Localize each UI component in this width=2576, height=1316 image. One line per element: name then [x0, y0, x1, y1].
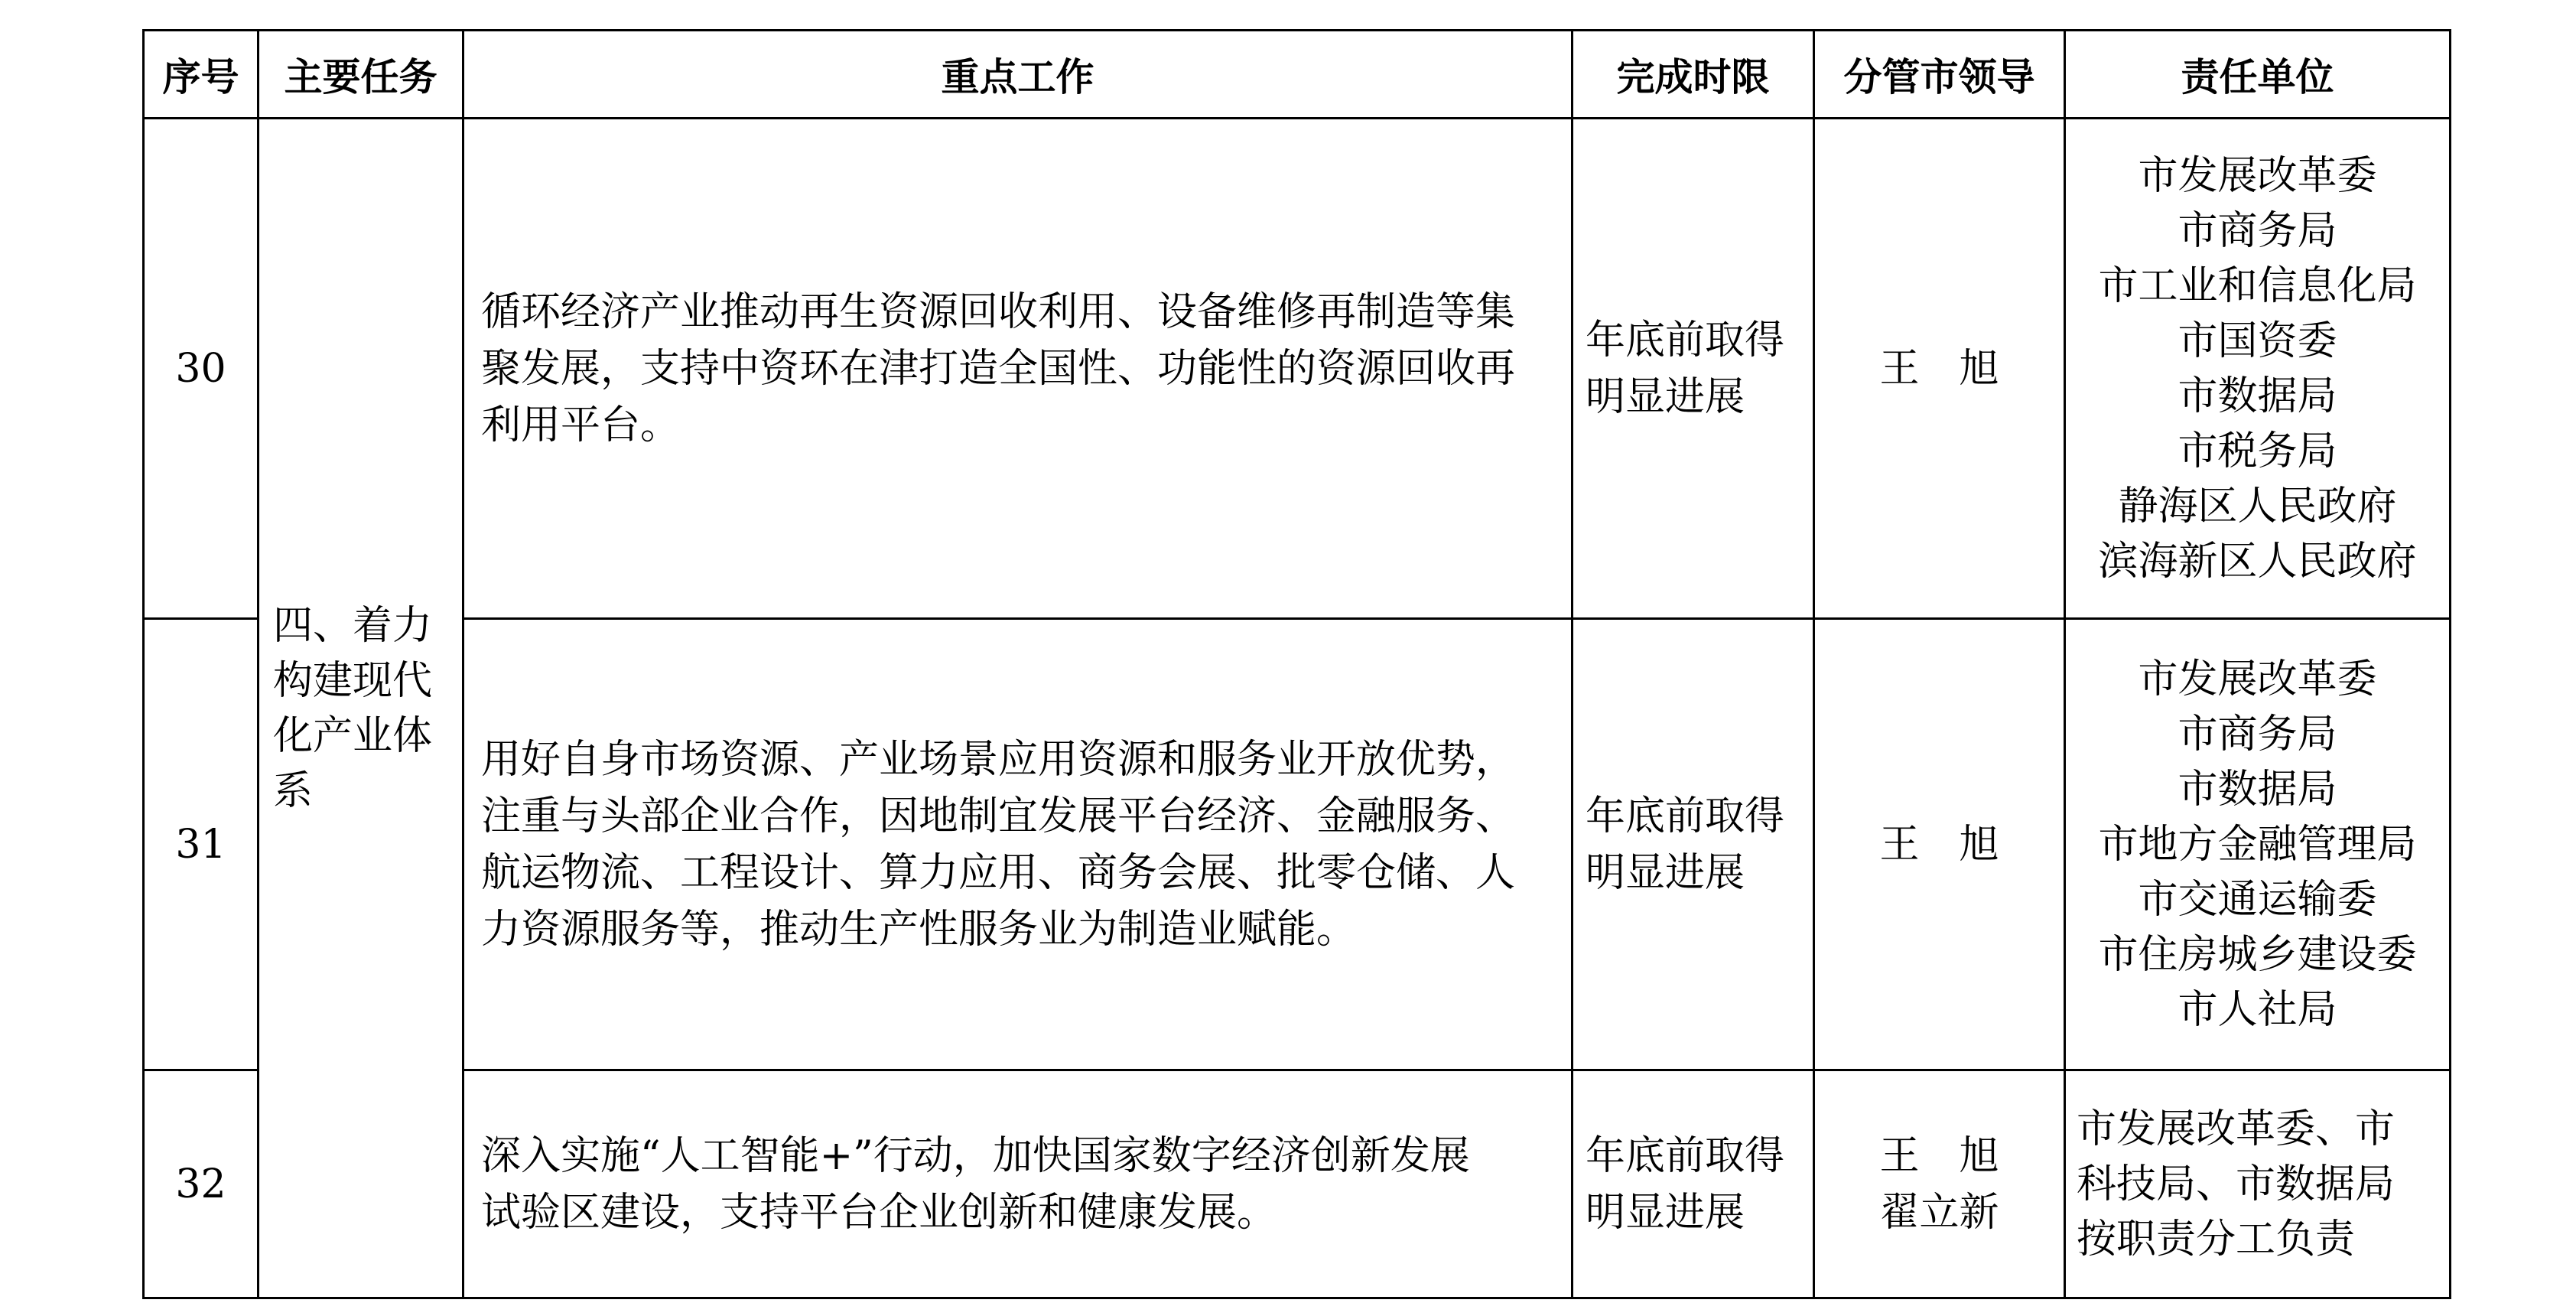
header-leader: 分管市领导: [1814, 31, 2065, 119]
unit-name: 按职责分工负责: [2077, 1216, 2356, 1262]
unit-name: 市商务局: [2178, 207, 2337, 254]
unit-name: 市交通运输委: [2138, 876, 2377, 923]
leader-cell: [1814, 119, 2065, 619]
deadline-line: 年底前取得: [1586, 1132, 1785, 1179]
work-line: 利用平台。: [481, 402, 681, 448]
units-cell: [2065, 119, 2451, 619]
main-task-line: 构建现代: [273, 657, 433, 704]
work-line: 聚发展，支持中资环在津打造全国性、功能性的资源回收再: [481, 345, 1516, 392]
work-cell: [463, 619, 1573, 1070]
unit-name: 市人社局: [2178, 986, 2337, 1033]
work-line: 试验区建设，支持平台企业创新和健康发展。: [481, 1189, 1277, 1236]
deadline-cell: [1573, 1070, 1814, 1298]
work-cell: [463, 119, 1573, 619]
unit-name: 市住房城乡建设委: [2098, 931, 2417, 978]
leader-name: 王 旭: [1879, 1132, 1999, 1179]
leader-name: 王 旭: [1879, 345, 1999, 392]
main-task-cell: [259, 119, 463, 1298]
unit-name: 市发展改革委: [2138, 152, 2377, 199]
main-task-line: 四、着力: [273, 602, 433, 649]
header-main-task: 主要任务: [259, 31, 463, 119]
main-task-line: 化产业体: [273, 712, 433, 759]
leader-cell: [1814, 1070, 2065, 1298]
header-seq: 序号: [144, 31, 259, 119]
unit-name: 静海区人民政府: [2118, 483, 2397, 529]
work-line: 深入实施“人工智能+”行动，加快国家数字经济创新发展: [481, 1132, 1470, 1179]
seq-cell: 32: [144, 1070, 259, 1298]
work-line: 航运物流、工程设计、算力应用、商务会展、批零仓储、人: [481, 849, 1516, 896]
deadline-cell: [1573, 119, 1814, 619]
unit-name: 市地方金融管理局: [2098, 821, 2417, 868]
table-row: [144, 1070, 2451, 1298]
main-task-line: 系: [273, 767, 314, 814]
deadline-line: 年底前取得: [1586, 317, 1785, 363]
unit-name: 市国资委: [2178, 318, 2337, 364]
header-row: [144, 31, 2451, 119]
deadline-cell: [1573, 619, 1814, 1070]
units-cell: [2065, 619, 2451, 1070]
deadline-line: 明显进展: [1586, 849, 1745, 896]
unit-name: 市发展改革委: [2138, 656, 2377, 702]
task-table: [142, 29, 2451, 1299]
unit-name: 市商务局: [2178, 711, 2337, 757]
seq-cell: 30: [144, 119, 259, 619]
unit-name: 市发展改革委、市: [2077, 1106, 2395, 1152]
work-line: 注重与头部企业合作，因地制宜发展平台经济、金融服务、: [481, 793, 1516, 839]
unit-name: 市税务局: [2178, 428, 2337, 474]
header-units: 责任单位: [2065, 31, 2451, 119]
table-row: [144, 119, 2451, 619]
work-line: 循环经济产业推动再生资源回收利用、设备维修再制造等集: [481, 288, 1516, 335]
work-cell: [463, 1070, 1573, 1298]
leader-name: 翟立新: [1879, 1189, 1999, 1236]
units-cell: [2065, 1070, 2451, 1298]
work-line: 用好自身市场资源、产业场景应用资源和服务业开放优势，: [481, 736, 1516, 783]
work-line: 力资源服务等，推动生产性服务业为制造业赋能。: [481, 906, 1357, 953]
unit-name: 市数据局: [2178, 373, 2337, 419]
unit-name: 市数据局: [2178, 766, 2337, 813]
deadline-line: 年底前取得: [1586, 793, 1785, 839]
deadline-line: 明显进展: [1586, 373, 1745, 420]
leader-name: 王 旭: [1879, 821, 1999, 868]
unit-name: 科技局、市数据局: [2077, 1161, 2395, 1207]
header-deadline: 完成时限: [1573, 31, 1814, 119]
deadline-line: 明显进展: [1586, 1189, 1745, 1236]
header-key-work: 重点工作: [463, 31, 1573, 119]
table-row: [144, 619, 2451, 1070]
leader-cell: [1814, 619, 2065, 1070]
seq-cell: 31: [144, 619, 259, 1070]
unit-name: 滨海新区人民政府: [2098, 538, 2417, 585]
unit-name: 市工业和信息化局: [2098, 262, 2417, 309]
